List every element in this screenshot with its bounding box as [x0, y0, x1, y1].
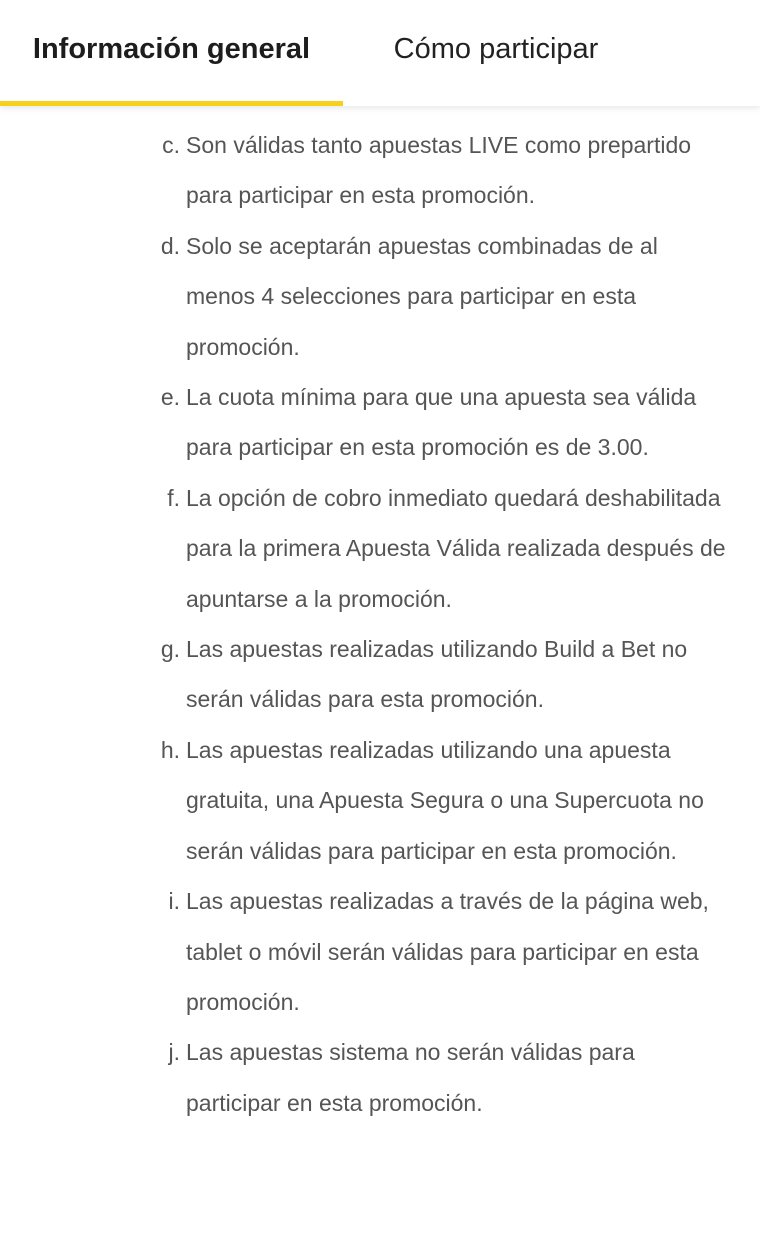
- list-item-letter: e.: [160, 384, 180, 411]
- list-item-text: Las apuestas realizadas a través de la página web, tablet o móvil serán válidas para participar en esta promoción.: [186, 888, 709, 1015]
- list-item: [0, 120, 760, 221]
- tab-como-participar[interactable]: [343, 0, 649, 106]
- list-item: [0, 221, 760, 372]
- active-tab-indicator: [0, 101, 343, 106]
- list-item: [0, 876, 760, 1027]
- list-item-text: La opción de cobro inmediato quedará deshabilitada para la primera Apuesta Válida realizada después de apuntarse a la promoción.: [186, 484, 726, 612]
- tab-label: Cómo participar: [393, 32, 599, 65]
- list-item-text: Son válidas tanto apuestas LIVE como prepartido para participar en esta promoción.: [186, 132, 692, 209]
- list-item: [0, 725, 760, 876]
- list-item: [0, 372, 760, 473]
- tab-label: Información general: [32, 32, 311, 65]
- list-item: [0, 624, 760, 725]
- list-item-letter: g.: [160, 636, 180, 663]
- list-item-letter: c.: [162, 132, 180, 158]
- list-item: [0, 473, 760, 624]
- list-item-text: Las apuestas realizadas utilizando Build a Bet no serán válidas para esta promoción.: [186, 636, 688, 713]
- tab-bar: [0, 0, 760, 106]
- list-item: [0, 1027, 760, 1128]
- list-item-letter: h.: [160, 736, 180, 763]
- list-item-letter: f.: [167, 484, 180, 511]
- list-item-text: Las apuestas realizadas utilizando una apuesta gratuita, una Apuesta Segura o una Supercuota no serán válidas para participar en esta promoción.: [186, 736, 704, 864]
- list-item-text: Las apuestas sistema no serán válidas para participar en esta promoción.: [186, 1039, 635, 1116]
- list-item-letter: j.: [168, 1039, 180, 1066]
- list-item-letter: d.: [160, 232, 180, 259]
- list-item-letter: i.: [168, 888, 180, 915]
- terms-list: [0, 120, 760, 1128]
- list-item-text: Solo se aceptarán apuestas combinadas de al menos 4 selecciones para participar en esta promoción.: [186, 232, 658, 360]
- tab-informacion-general[interactable]: [0, 0, 343, 106]
- list-item-text: La cuota mínima para que una apuesta sea válida para participar en esta promoción es de 3.00.: [186, 384, 697, 461]
